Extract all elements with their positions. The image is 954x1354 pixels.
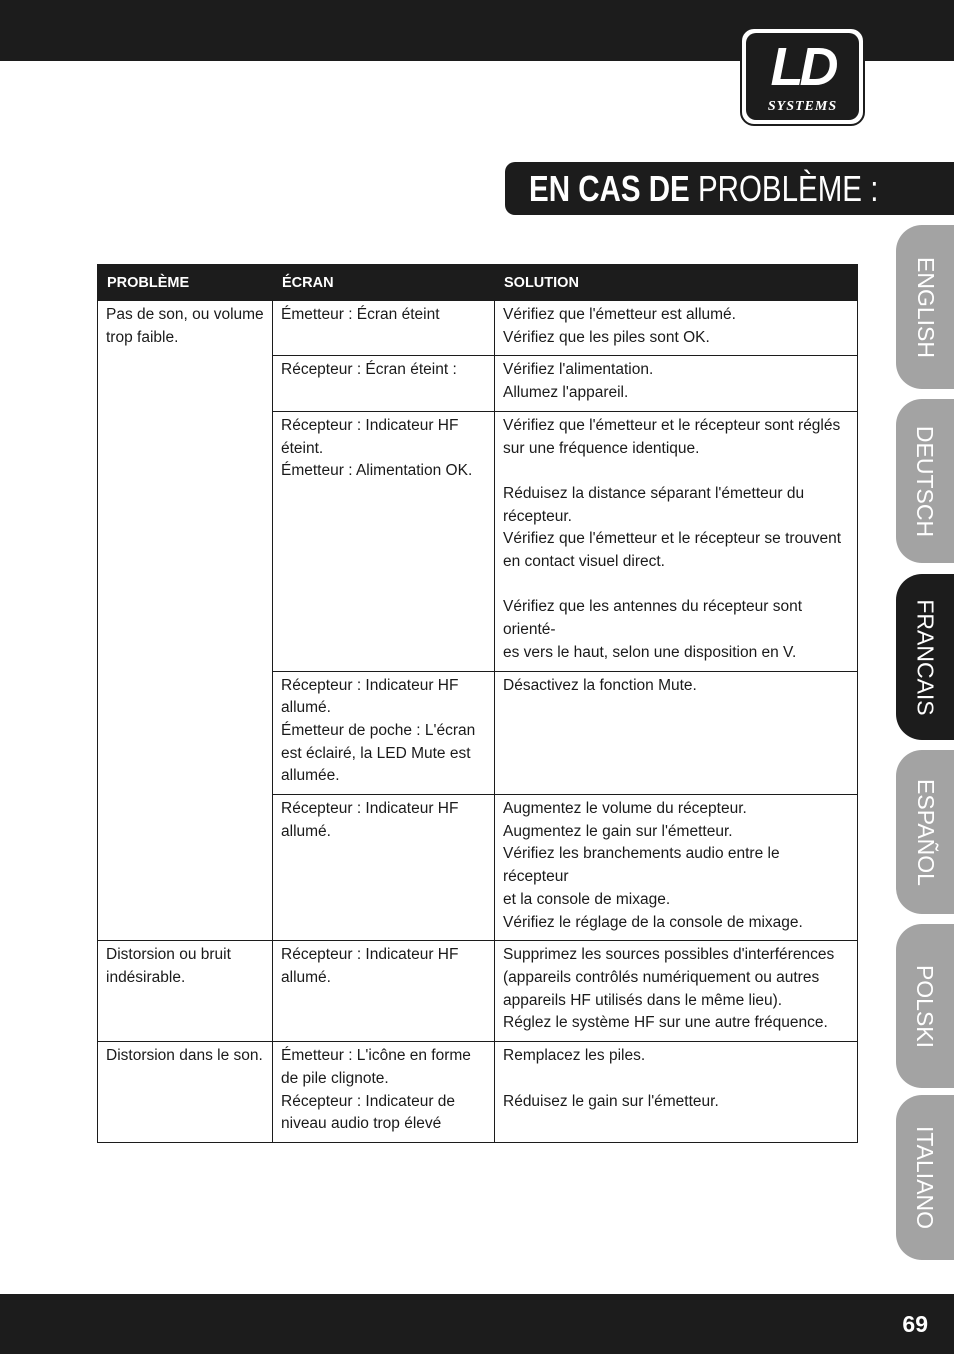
tab-italiano[interactable]	[896, 1095, 954, 1260]
screen-cell	[273, 411, 495, 671]
table-row	[98, 301, 858, 356]
bottom-bar	[0, 1294, 954, 1354]
logo-background	[746, 33, 859, 120]
screen-cell	[273, 301, 495, 356]
table-header-row	[98, 265, 858, 301]
tab-polski-label: POLSKI	[912, 964, 939, 1048]
tab-francais[interactable]	[896, 574, 954, 740]
solution-text: Remplacez les piles. Réduisez le gain sur l'émetteur.	[503, 1047, 719, 1110]
solution-cell	[495, 301, 858, 356]
screen-text: Récepteur : Indicateur HF allumé. Émetteur de poche : L'écran est éclairé, la LED Mute est allumée.	[281, 676, 476, 785]
title-banner	[505, 162, 954, 215]
table-row	[98, 941, 858, 1042]
screen-cell	[273, 356, 495, 411]
tab-espanol[interactable]	[896, 750, 954, 914]
screen-text: Récepteur : Indicateur HF allumé.	[281, 800, 459, 840]
tab-italiano-label: ITALIANO	[912, 1125, 939, 1230]
screen-text: Récepteur : Indicateur HF éteint. Émetteur : Alimentation OK.	[281, 416, 473, 480]
solution-text: Désactivez la fonction Mute.	[503, 676, 697, 694]
logo-sub-text: SYSTEMS	[767, 99, 838, 114]
solution-cell	[495, 941, 858, 1042]
tab-polski[interactable]	[896, 924, 954, 1088]
tab-english-label: ENGLISH	[912, 256, 939, 358]
header-solution: SOLUTION	[495, 265, 858, 301]
problem-text: Distorsion dans le son.	[106, 1047, 263, 1065]
solution-text: Augmentez le volume du récepteur. Augmentez le gain sur l'émetteur. Vérifiez les branchements audio entre le récepteur et la console de mixage. Vérifiez le réglage de la console de mixage.	[503, 800, 803, 931]
solution-cell	[495, 795, 858, 941]
solution-text: Vérifiez que l'émetteur et le récepteur sont réglés sur une fréquence identique. Réduisez la distance séparant l'émetteur du récepteur. Vérifiez que l'émetteur et le récepteur se trouvent en contact visuel direct. Vérifiez que les antennes du récepteur sont orienté- es vers le haut, selon une disposition en V.	[503, 416, 842, 661]
screen-text: Émetteur : Écran éteint	[281, 306, 440, 323]
tab-deutsch[interactable]	[896, 399, 954, 563]
screen-cell	[273, 941, 495, 1042]
solution-text: Vérifiez que l'émetteur est allumé. Vérifiez que les piles sont OK.	[503, 306, 736, 346]
problem-cell	[98, 301, 273, 941]
tab-english[interactable]	[896, 225, 954, 389]
page-title-regular: PROBLÈME :	[689, 168, 879, 209]
page-title	[529, 168, 878, 210]
header-ecran: ÉCRAN	[273, 265, 495, 301]
solution-text: Vérifiez l'alimentation. Allumez l'appareil.	[503, 361, 654, 402]
page-number: 69	[902, 1311, 928, 1337]
screen-cell	[273, 795, 495, 941]
table-row	[98, 1042, 858, 1143]
screen-cell	[273, 1042, 495, 1143]
screen-cell	[273, 671, 495, 795]
screen-text: Émetteur : L'icône en forme de pile clignote. Récepteur : Indicateur de niveau audio trop élevé	[281, 1047, 471, 1133]
problem-cell	[98, 941, 273, 1042]
problem-text: Distorsion ou bruit indésirable.	[106, 946, 231, 986]
page-title-bold: EN CAS DE	[529, 168, 690, 209]
solution-cell	[495, 671, 858, 795]
solution-cell	[495, 1042, 858, 1143]
troubleshooting-table	[97, 264, 858, 1143]
solution-text: Supprimez les sources possibles d'interférences (appareils contrôlés numériquement ou autres appareils HF utilisés dans le même lieu). Réglez le système HF sur une autre fréquence.	[503, 946, 835, 1032]
solution-cell	[495, 411, 858, 671]
header-probleme: PROBLÈME	[98, 265, 273, 301]
ld-systems-logo	[740, 27, 865, 126]
tab-francais-label: FRANCAIS	[912, 598, 939, 716]
problem-text: Pas de son, ou volume trop faible.	[106, 306, 264, 346]
problem-cell	[98, 1042, 273, 1143]
tab-deutsch-label: DEUTSCH	[912, 425, 939, 537]
logo-main-text: LD	[770, 37, 835, 97]
screen-text: Récepteur : Indicateur HF allumé.	[281, 946, 459, 986]
tab-espanol-label: ESPAÑOL	[912, 778, 939, 886]
solution-cell	[495, 356, 858, 411]
screen-text: Récepteur : Écran éteint :	[281, 361, 457, 379]
